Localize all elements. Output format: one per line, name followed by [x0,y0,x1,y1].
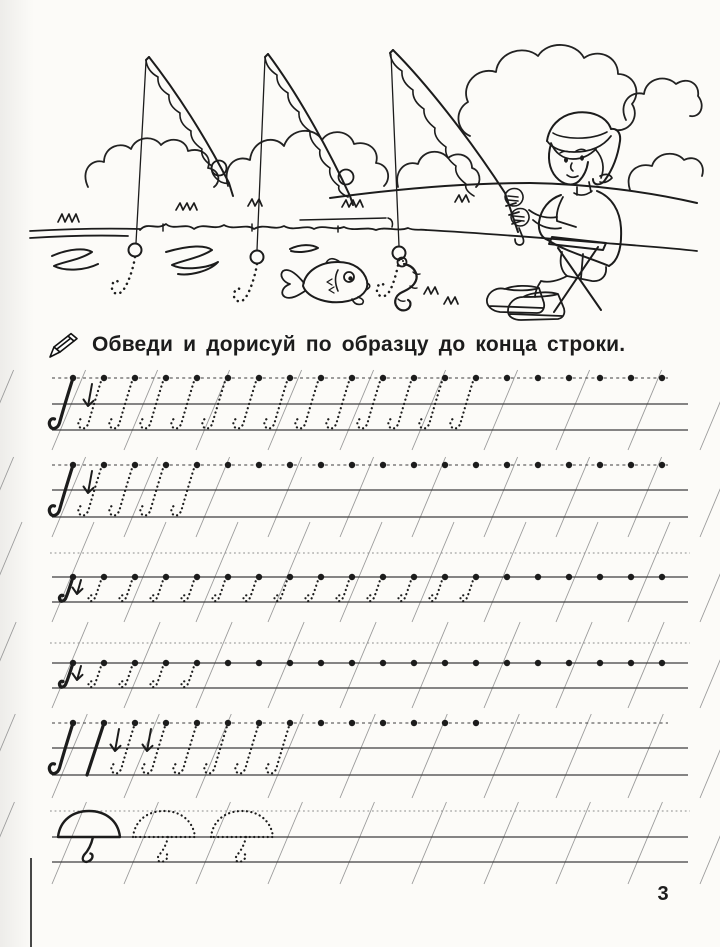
row-2-tall-hooks [0,457,720,537]
page-margin-rule [30,858,32,947]
row-5-hook-and-stick [0,714,720,798]
row-3-small-hooks [0,522,720,622]
row-6-umbrellas [0,802,720,884]
row-4-small-hooks [0,622,720,708]
page-number: 3 [657,883,669,905]
instruction-text: Обведи и дорисуй по образцу до конца строки. [92,333,626,356]
row-1-tall-hooks [0,370,720,450]
